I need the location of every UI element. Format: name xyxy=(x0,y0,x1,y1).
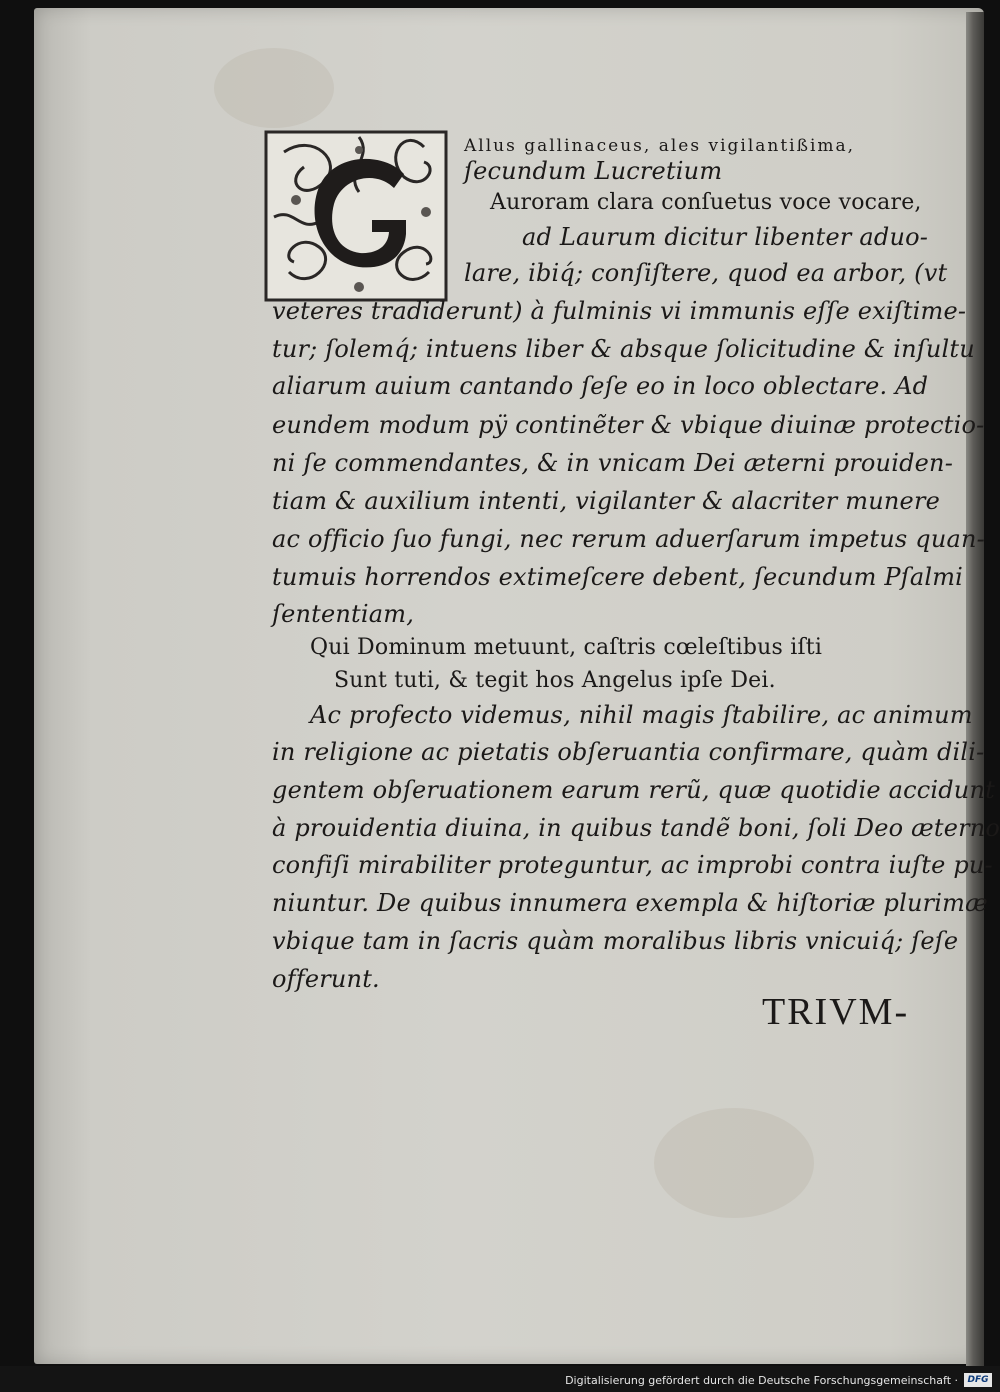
page-edge xyxy=(966,12,984,1376)
text-line: offerunt. xyxy=(272,965,380,993)
text-line: niuntur. De quibus innumera exempla & hiſtoriæ plurimæ xyxy=(272,889,988,917)
funding-credit: Digitalisierung gefördert durch die Deutsche Forschungsgemeinschaft · xyxy=(565,1374,958,1387)
footer-bar xyxy=(0,1366,1000,1392)
text-line: tur; ſolemq́; intuens liber & absque ſolicitudine & inſultu xyxy=(272,335,975,363)
text-line: in religione ac pietatis obſeruantia confirmare, quàm dili- xyxy=(272,738,985,766)
text-line: vbique tam in ſacris quàm moralibus libris vnicuiq́; ſeſe xyxy=(272,927,959,955)
text-line: ſecundum Lucretium xyxy=(464,157,723,185)
verse-line: Qui Dominum metuunt, caſtris cœleſtibus iſti xyxy=(310,635,823,660)
text-line: ac officio ſuo fungi, nec rerum aduerſarum impetus quan- xyxy=(272,525,985,553)
text-line: confiſi mirabiliter proteguntur, ac improbi contra iuſte pu- xyxy=(272,851,993,879)
decorated-initial-G-icon xyxy=(264,122,456,302)
verse-line: Sunt tuti, & tegit hos Angelus ipſe Dei. xyxy=(334,668,776,693)
paper-stain xyxy=(654,1108,814,1218)
text-line: aliarum auium cantando ſeſe eo in loco oblectare. Ad xyxy=(272,372,929,400)
paper-stain xyxy=(214,48,334,128)
text-line: tiam & auxilium intenti, vigilanter & alacriter munere xyxy=(272,487,941,515)
text-line: Allus gallinaceus, ales vigilantißima, xyxy=(464,136,856,156)
text-line: tumuis horrendos extimeſcere debent, ſecundum Pſalmi xyxy=(272,563,964,591)
text-line: ni ſe commendantes, & in vnicam Dei æterni prouiden- xyxy=(272,449,954,477)
text-line: ad Laurum dicitur libenter aduo- xyxy=(522,223,929,251)
text-line: lare, ibiq́; conſiſtere, quod ea arbor, (vt xyxy=(464,259,948,287)
catchword: TRIVM- xyxy=(762,991,910,1033)
verse-line: Auroram clara conſuetus voce vocare, xyxy=(490,190,922,215)
dfg-logo-icon: DFG xyxy=(964,1373,992,1387)
text-line: veteres tradiderunt) à fulminis vi immunis eſſe exiſtime- xyxy=(272,297,967,325)
text-line: Ac profecto videmus, nihil magis ſtabilire, ac animum xyxy=(310,701,973,729)
text-line: ſententiam, xyxy=(272,600,415,628)
text-line: à prouidentia diuina, in quibus tandẽ boni, ſoli Deo æterno xyxy=(272,814,1000,842)
text-line: gentem obſeruationem earum rerũ, quæ quotidie accidunt xyxy=(272,776,995,804)
text-line: eundem modum pÿ continẽter & vbique diuinæ protectio- xyxy=(272,411,985,439)
